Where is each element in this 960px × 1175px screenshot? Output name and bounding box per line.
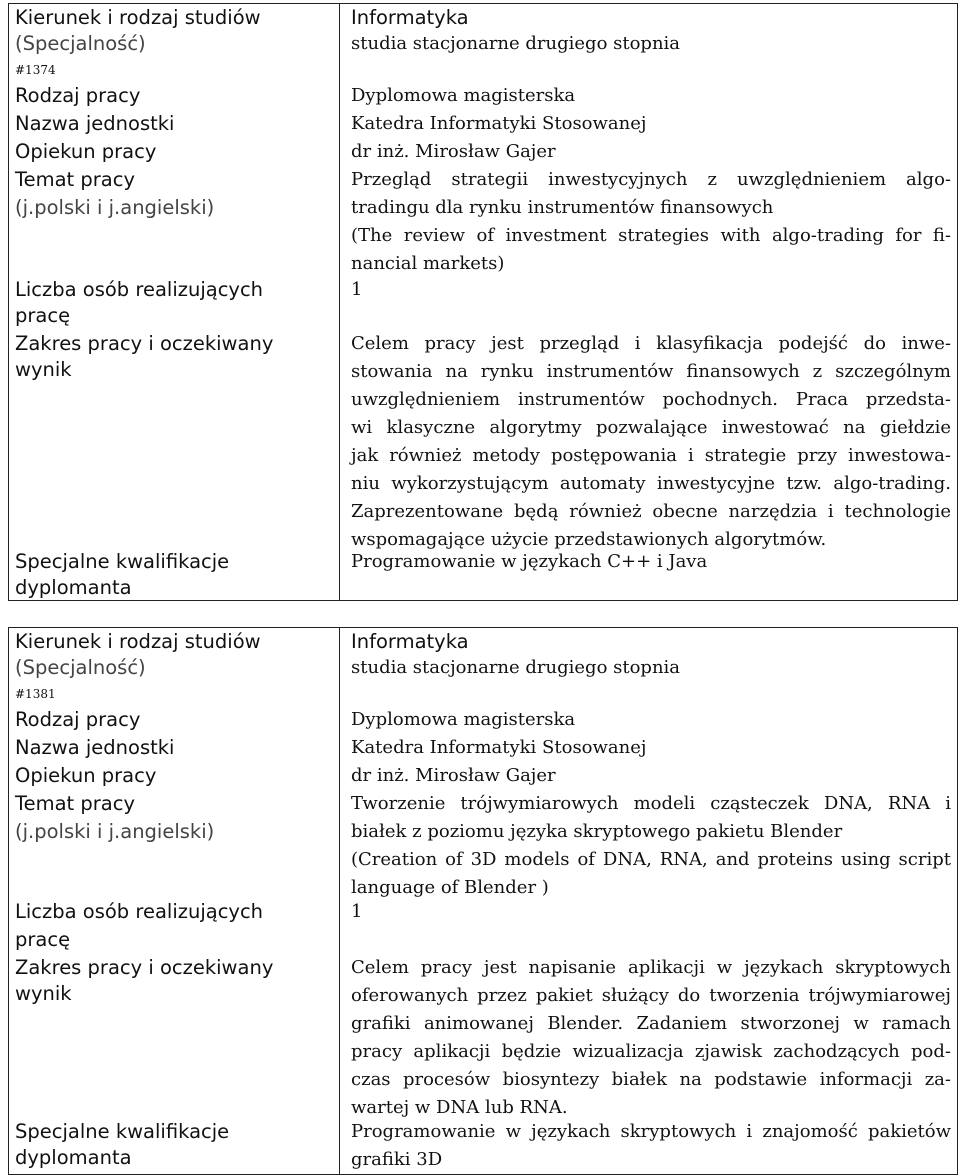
zakres-line: pracy aplikacji będzie wizualizacja zjawisk zachodzących pod-	[351, 1041, 951, 1062]
zakres-line: grafiki animowanej Blender. Zadaniem stworzonej w ramach	[351, 1013, 951, 1034]
zakres-line: uwzględnieniem instrumentów pochodnych. Praca przedsta-	[351, 389, 951, 410]
value-rodzaj-pracy: Dyplomowa magisterska	[351, 709, 576, 730]
label-zakres-cont: wynik	[15, 982, 72, 1005]
label-specjalnosc: (Specjalność)	[15, 32, 146, 55]
value-rodzaj-pracy: Dyplomowa magisterska	[351, 85, 576, 106]
label-kwalifikacje-cont: dyplomanta	[15, 1146, 132, 1169]
record-id: #1381	[15, 687, 56, 701]
temat-en-line: language of Blender )	[351, 877, 549, 898]
temat-en-line: nancial markets)	[351, 253, 505, 274]
label-kierunek: Kierunek i rodzaj studiów	[15, 6, 261, 29]
value-opiekun: dr inż. Mirosław Gajer	[351, 141, 556, 162]
value-liczba-osob: 1	[351, 279, 363, 300]
value-studia: studia stacjonarne drugiego stopnia	[351, 657, 681, 678]
label-rodzaj-pracy: Rodzaj pracy	[15, 708, 141, 731]
label-kwalifikacje: Specjalne kwalifikacje	[15, 1120, 230, 1143]
label-kwalifikacje: Specjalne kwalifikacje	[15, 550, 230, 573]
zakres-line: niu wykorzystującym automaty inwestycyjne tzw. algo-trading.	[351, 473, 951, 494]
zakres-line: jak również metody postępowania i strategie przy inwestowa-	[351, 445, 951, 466]
temat-pl-line: tradingu dla rynku instrumentów finansowych	[351, 197, 774, 218]
zakres-line: wartej w DNA lub RNA.	[351, 1097, 568, 1118]
kwalifikacje-line: Programowanie w językach skryptowych i znajomość pakietów	[351, 1121, 951, 1142]
label-zakres: Zakres pracy i oczekiwany	[15, 332, 274, 355]
zakres-line: Zaprezentowane będą również obecne narzędzia i technologie	[351, 501, 951, 522]
temat-pl-line: Tworzenie trójwymiarowych modeli cząsteczek DNA, RNA i	[351, 793, 951, 814]
zakres-line: wi klasyczne algorytmy pozwalające inwestować na giełdzie	[351, 417, 951, 438]
value-temat-pl	[351, 166, 951, 222]
label-liczba-osob-cont: pracę	[15, 928, 71, 951]
value-studia: studia stacjonarne drugiego stopnia	[351, 33, 681, 54]
temat-en-line: (The review of investment strategies with algo-trading for fi-	[351, 225, 951, 246]
label-zakres-cont: wynik	[15, 358, 72, 381]
label-kwalifikacje-cont: dyplomanta	[15, 576, 132, 599]
value-zakres	[351, 330, 951, 554]
label-rodzaj-pracy: Rodzaj pracy	[15, 84, 141, 107]
value-temat-en	[351, 222, 951, 278]
zakres-line: stowania na rynku instrumentów finansowych z szczególnym	[351, 361, 951, 382]
column-divider	[339, 4, 340, 600]
label-opiekun: Opiekun pracy	[15, 140, 157, 163]
value-kierunek: Informatyka	[351, 630, 469, 653]
label-opiekun: Opiekun pracy	[15, 764, 157, 787]
value-nazwa-jednostki: Katedra Informatyki Stosowanej	[351, 113, 647, 134]
label-nazwa-jednostki: Nazwa jednostki	[15, 736, 175, 759]
label-temat-jezyki: (j.polski i j.angielski)	[15, 196, 215, 219]
value-opiekun: dr inż. Mirosław Gajer	[351, 765, 556, 786]
value-nazwa-jednostki: Katedra Informatyki Stosowanej	[351, 737, 647, 758]
kwalifikacje-line: grafiki 3D	[351, 1149, 443, 1170]
kwalifikacje-line: Programowanie w językach C++ i Java	[351, 551, 708, 572]
zakres-line: oferowanych przez pakiet służący do tworzenia trójwymiarowej	[351, 985, 951, 1006]
zakres-line: Celem pracy jest przegląd i klasyfikacja podejść do inwe-	[351, 333, 951, 354]
zakres-line: Celem pracy jest napisanie aplikacji w językach skryptowych	[351, 957, 951, 978]
value-kierunek: Informatyka	[351, 6, 469, 29]
value-kwalifikacje	[351, 1118, 951, 1174]
column-divider	[339, 628, 340, 1174]
label-zakres: Zakres pracy i oczekiwany	[15, 956, 274, 979]
label-liczba-osob: Liczba osób realizujących	[15, 900, 264, 923]
label-temat-jezyki: (j.polski i j.angielski)	[15, 820, 215, 843]
value-zakres	[351, 954, 951, 1122]
temat-pl-line: białek z poziomu języka skryptowego pakietu Blender	[351, 821, 843, 842]
value-temat-en	[351, 846, 951, 902]
value-temat-pl	[351, 790, 951, 846]
label-liczba-osob: Liczba osób realizujących	[15, 278, 264, 301]
label-kierunek: Kierunek i rodzaj studiów	[15, 630, 261, 653]
label-specjalnosc: (Specjalność)	[15, 656, 146, 679]
zakres-line: czas procesów biosyntezy białek na podstawie informacji za-	[351, 1069, 951, 1090]
label-temat: Temat pracy	[15, 792, 135, 815]
value-kwalifikacje	[351, 548, 951, 576]
value-liczba-osob: 1	[351, 901, 363, 922]
thesis-record-card	[8, 3, 958, 601]
zakres-line: wspomagające użycie przedstawionych algorytmów.	[351, 529, 827, 550]
thesis-record-card	[8, 627, 958, 1175]
temat-pl-line: Przegląd strategii inwestycyjnych z uwzględnieniem algo-	[351, 169, 951, 190]
temat-en-line: (Creation of 3D models of DNA, RNA, and proteins using script	[351, 849, 951, 870]
label-nazwa-jednostki: Nazwa jednostki	[15, 112, 175, 135]
record-id: #1374	[15, 63, 56, 77]
label-temat: Temat pracy	[15, 168, 135, 191]
label-liczba-osob-cont: pracę	[15, 304, 71, 327]
